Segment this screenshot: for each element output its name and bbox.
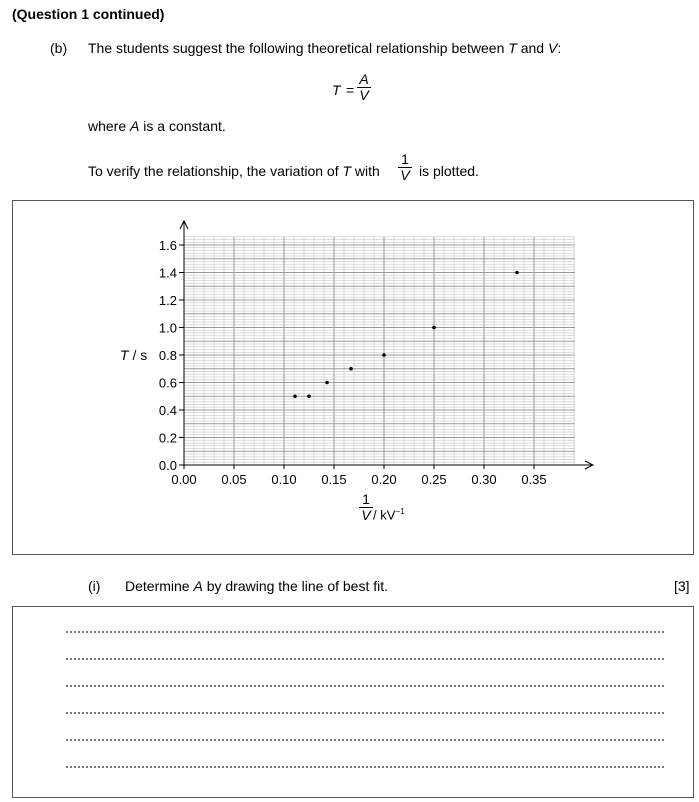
x-tick-label: 0.05 <box>221 472 247 487</box>
y-tick-label: 1.2 <box>158 293 177 308</box>
scatter-chart <box>13 201 693 554</box>
marks: [3] <box>674 578 690 594</box>
continued-heading: (Question 1 continued) <box>12 6 165 22</box>
data-points <box>293 271 519 398</box>
x-tick-label: 0.15 <box>321 472 347 487</box>
x-tick-label: 0.10 <box>271 472 297 487</box>
part-i-text: Determine A by drawing the line of best fit. <box>125 578 389 594</box>
part-i-label: (i) <box>88 578 101 594</box>
answer-box[interactable] <box>12 606 694 798</box>
graph-box: 0.0 0.2 0.4 0.6 0.8 1.0 1.2 1.4 1.6 0.00 0.05 0.10 0.15 0.20 0.25 0.30 0.35 T / s $\frac{1}{V}$ / $kV^{-1}$ <box>12 200 694 555</box>
x-tick-label: 0.30 <box>471 472 497 487</box>
x-tick-label: 0.25 <box>421 472 447 487</box>
answer-line[interactable] <box>66 764 664 768</box>
data-point <box>349 367 353 371</box>
verify-fraction: $\frac{1}{V}$ <box>398 152 412 183</box>
y-tick-label: 0.8 <box>158 348 177 363</box>
answer-line[interactable] <box>66 683 664 687</box>
data-point <box>382 353 386 357</box>
y-tick-label: 0.6 <box>158 375 177 391</box>
ticks <box>179 245 534 469</box>
data-point <box>432 326 436 330</box>
y-tick-label: 0.4 <box>158 403 177 418</box>
answer-line[interactable] <box>66 629 664 633</box>
x-tick-label: 0.00 <box>171 472 197 487</box>
answer-line[interactable] <box>66 656 664 660</box>
y-tick-label: 0.0 <box>158 458 177 473</box>
data-point <box>325 381 329 385</box>
answer-line[interactable] <box>66 737 664 741</box>
verify-text: To verify the relationship, the variation of T with <box>88 163 380 179</box>
y-tick-label: 1.6 <box>158 238 177 253</box>
verify-suffix: is plotted. <box>419 163 479 179</box>
x-tick-label: 0.20 <box>371 472 397 487</box>
data-point <box>307 394 311 398</box>
y-tick-label: 0.2 <box>158 430 177 446</box>
data-point <box>515 271 519 275</box>
constant-note: where A is a constant. <box>88 118 226 134</box>
data-point <box>293 394 297 398</box>
y-axis-label: T / s <box>120 347 148 363</box>
part-b-label: (b) <box>50 40 68 56</box>
answer-line[interactable] <box>66 710 664 714</box>
y-tick-label: 1.0 <box>158 320 177 336</box>
y-tick-label: 1.4 <box>158 265 177 281</box>
part-b-intro: The students suggest the following theoretical relationship between T and V: <box>88 40 562 56</box>
x-tick-label: 0.35 <box>521 472 547 487</box>
